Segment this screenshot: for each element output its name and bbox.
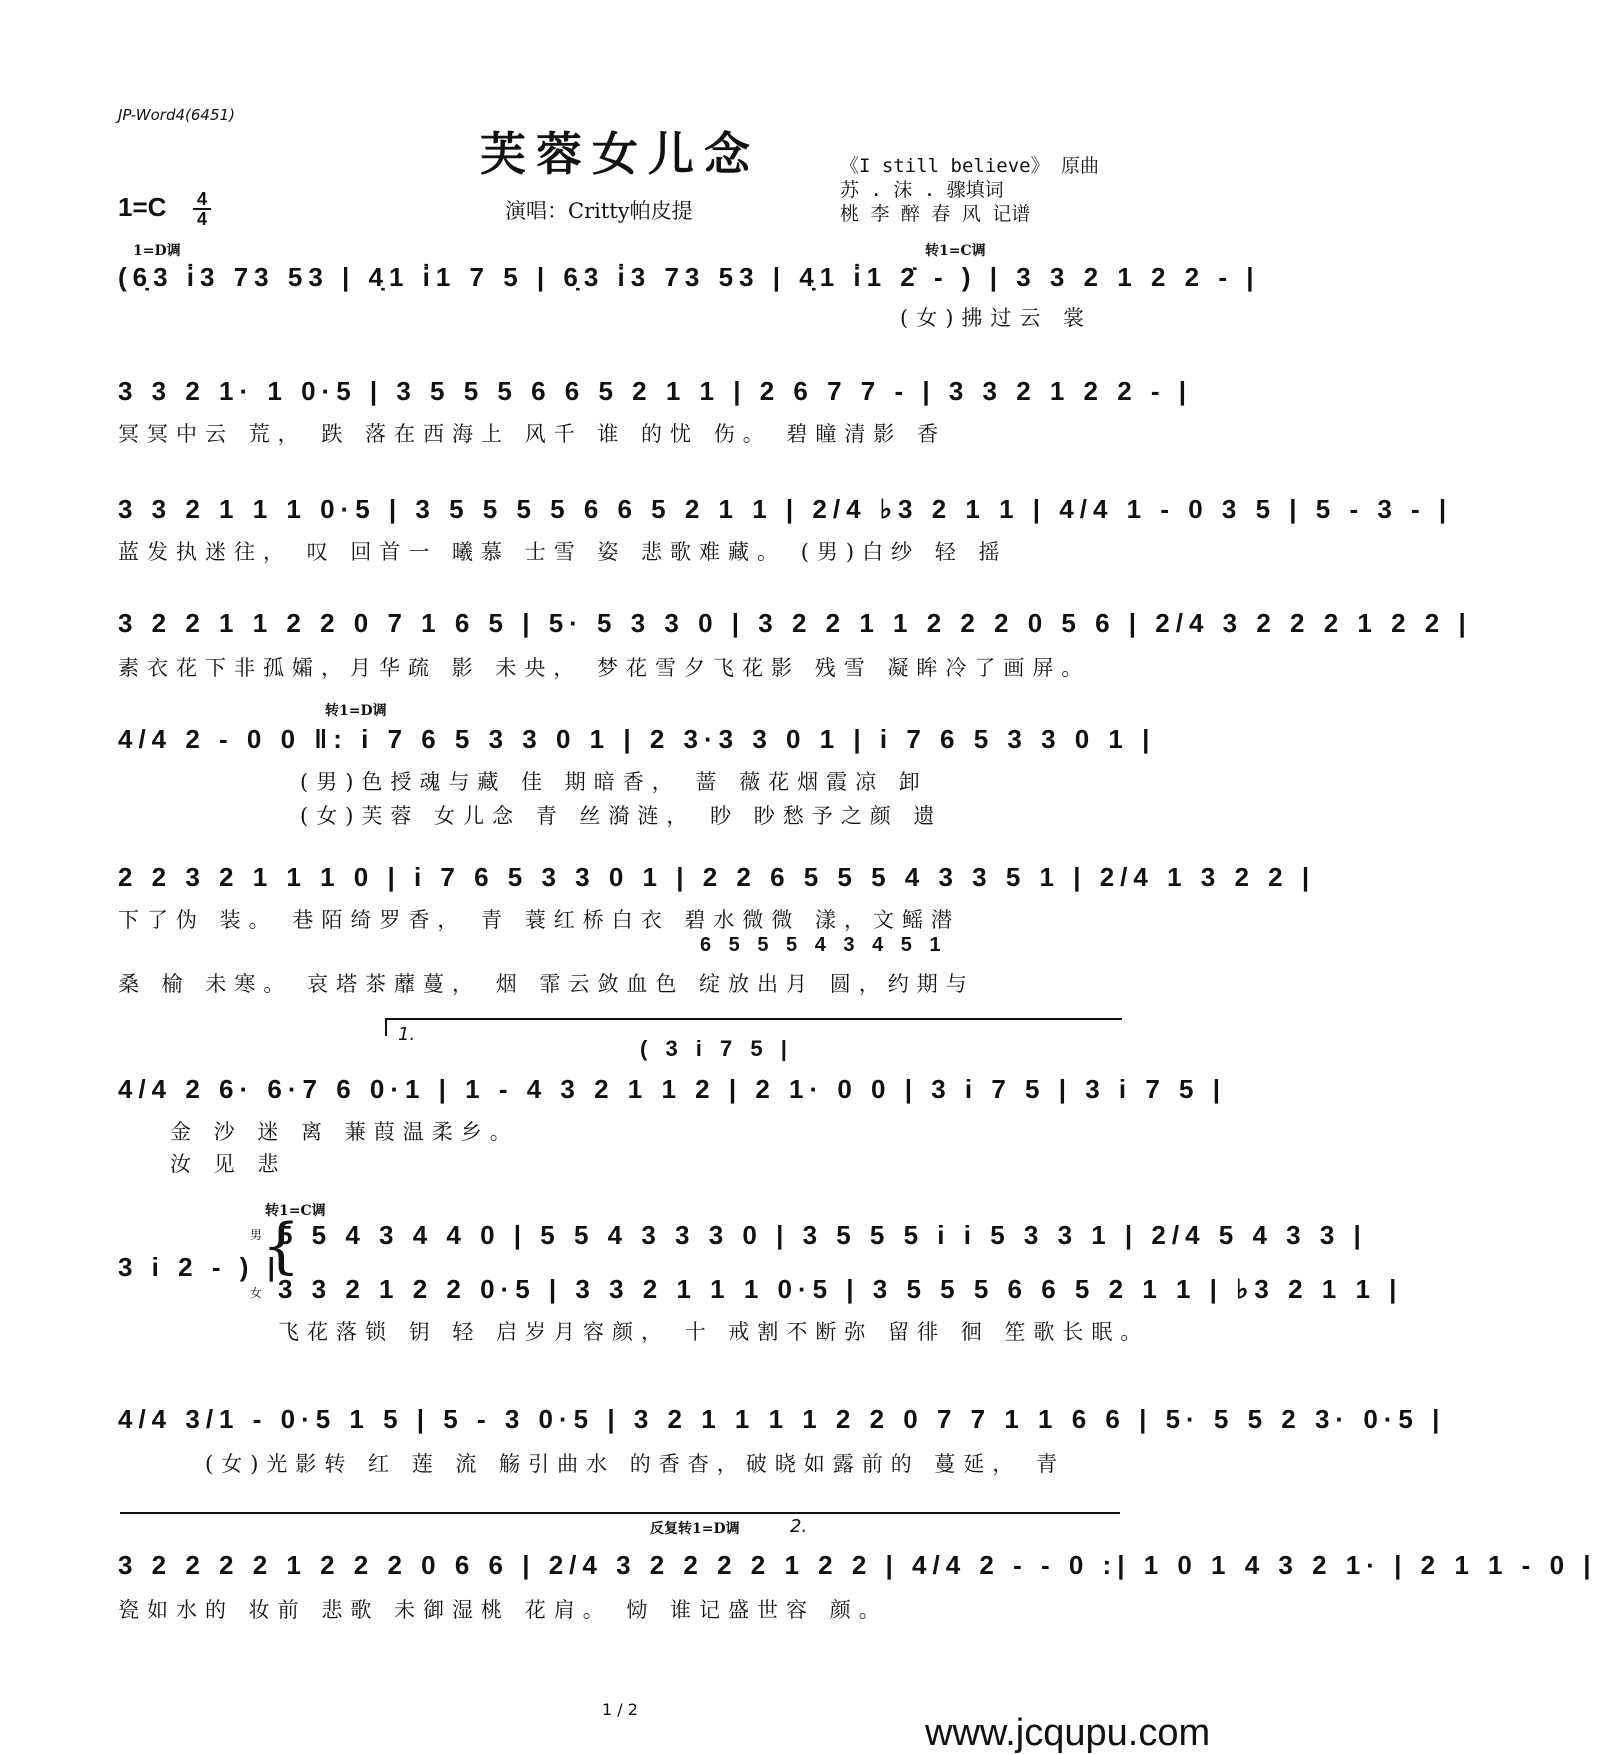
lyric-line: 冥冥中云 荒， 跌 落在西海上 风千 谁 的忧 伤。 碧瞳清影 香 [118,422,947,446]
credits-block [840,154,1099,226]
key-change-marker: 转1=D调 [325,703,387,719]
brace-icon: { [262,1211,301,1281]
lyric-line: (女)拂过云 裳 [900,306,1093,330]
alternate-notation: 6 5 5 5 4 3 4 5 1 [700,934,947,956]
key-change-marker: 转1=C调 [925,243,986,259]
lyric-line: 金 沙 迷 离 蒹葭温柔乡。 [170,1120,519,1144]
notation-line: 2 2 3 2 1 1 1 0 | i 7 6 5 3 3 0 1 | 2 2 6 5 5 5 4 3 3 5 1 | 2/4 1 3 2 2 | [118,862,1316,892]
volta-label: 1. [398,1024,416,1045]
lyric-line: 蓝发执迷往， 叹 回首一 曦慕 士雪 姿 悲歌难藏。 (男)白纱 轻 摇 [118,540,1008,564]
notation-line: 4/4 2 - 0 0 ‖: i 7 6 5 3 3 0 1 | 2 3·3 3 0 1 | i 7 6 5 3 3 0 1 | [118,724,1156,754]
credit-lyricist: 苏 . 沫 . 骤填词 [840,179,1004,201]
volta-label: 2. [790,1516,808,1537]
notation-line: (6̣3 i̇3 73 53 | 4̣1 i̇1 7 5 | 6̣3 i̇3 73 53 | 4̣1 i̇1 2̇ - ) | 3 3 2 1 2 2 - | [118,262,1260,292]
lyric-line: 下了伪 装。 巷陌绮罗香， 青 蓑红桥白衣 碧水微微 漾，文鳐潜 [118,908,961,932]
time-signature: $\frac{4}{4}$ [193,190,211,228]
lyric-line: 飞花落锁 钥 轻 启岁月容颜， 十 戒割不断弥 留徘 徊 笙歌长眠。 [278,1320,1150,1344]
notation-line: 3 3 2 1 1 1 0·5 | 3 5 5 5 5 6 6 5 2 1 1 | 2/4 ♭3 2 1 1 | 4/4 1 - 0 3 5 | 5 - 3 - | [118,494,1453,524]
watermark: www.jcqupu.com [925,1712,1211,1754]
key-marker: 1=D调 [133,243,181,259]
key-change-marker: 转1=C调 [265,1203,326,1219]
notation-lower: 3 3 2 1 2 2 0·5 | 3 3 2 1 1 1 0·5 | 3 5 5 5 6 6 5 2 1 1 | ♭3 2 1 1 | [278,1274,1403,1304]
notation-line: 4/4 2 6· 6·7 6 0·1 | 1 - 4 3 2 1 1 2 | 2 1· 0 0 | 3 i 7 5 | 3 i 7 5 | [118,1074,1227,1104]
volta-bracket [120,1512,1120,1514]
voice-label-female: 女 [250,1286,263,1300]
credit-original: 《I still believe》 原曲 [840,155,1100,177]
notation-lead: 3 i 2 - ) | [118,1252,281,1282]
lyric-line: (女)光影转 红 莲 流 觞引曲水 的香杳，破晓如露前的 蔓延， 青 [205,1452,1066,1476]
notation-line: 3 2 2 2 2 1 2 2 2 0 6 6 | 2/4 3 2 2 2 2 1 2 2 | 4/4 2 - - 0 :| 1 0 1 4 3 2 1· | 2 1 1 - 0 | [118,1550,1597,1580]
lyric-line-male: (男)色授魂与藏 佳 期暗香， 蔷 薇花烟霞凉 卸 [300,770,928,794]
singer-credit: 演唱：Critty帕皮提 [505,199,693,223]
notation-line: 3 3 2 1· 1 0·5 | 3 5 5 5 6 6 5 2 1 1 | 2 6 7 7 - | 3 3 2 1 2 2 - | [118,376,1193,406]
lyric-line-female: (女)芙蓉 女儿念 青 丝漪涟， 眇 眇愁予之颜 遗 [300,804,943,828]
notation-line: 3 2 2 1 1 2 2 0 7 1 6 5 | 5· 5 3 3 0 | 3 2 2 1 1 2 2 2 0 5 6 | 2/4 3 2 2 2 1 2 2 | [118,608,1472,638]
page-title: 芙蓉女儿念 [480,127,760,181]
lyric-line: 桑 榆 未寒。 哀塔茶蘼蔓， 烟 霏云敛血色 绽放出月 圆，约期与 [118,972,975,996]
lyric-line: 素衣花下非孤孀，月华疏 影 未央， 梦花雪夕飞花影 残雪 凝眸冷了画屏。 [118,656,1091,680]
repeat-key-change-marker: 反复转1=D调 [650,1521,740,1537]
page-number: 1 / 2 [602,1700,638,1719]
notation-upper: 5 5 4 3 4 4 0 | 5 5 4 3 3 3 0 | 3 5 5 5 i i 5 3 3 1 | 2/4 5 4 3 3 | [278,1220,1367,1250]
credit-transcriber: 桃 李 醉 春 风 记谱 [840,203,1031,225]
notation-prefix: ( 3 i 7 5 | [640,1036,793,1061]
voice-label-male: 男 [250,1228,263,1242]
notation-line: 4/4 3/1 - 0·5 1 5 | 5 - 3 0·5 | 3 2 1 1 1 1 2 2 0 7 7 1 1 6 6 | 5· 5 5 2 3· 0·5 | [118,1404,1446,1434]
volta-bracket [385,1018,1122,1036]
lyric-line: 汝 见 悲 [170,1152,287,1176]
software-tag: JP-Word4(6451) [118,106,235,124]
key-signature: 1=C [118,192,167,222]
lyric-line: 瓷如水的 妆前 悲歌 未御湿桃 花肩。 恸 谁记盛世容 颜。 [118,1598,888,1622]
